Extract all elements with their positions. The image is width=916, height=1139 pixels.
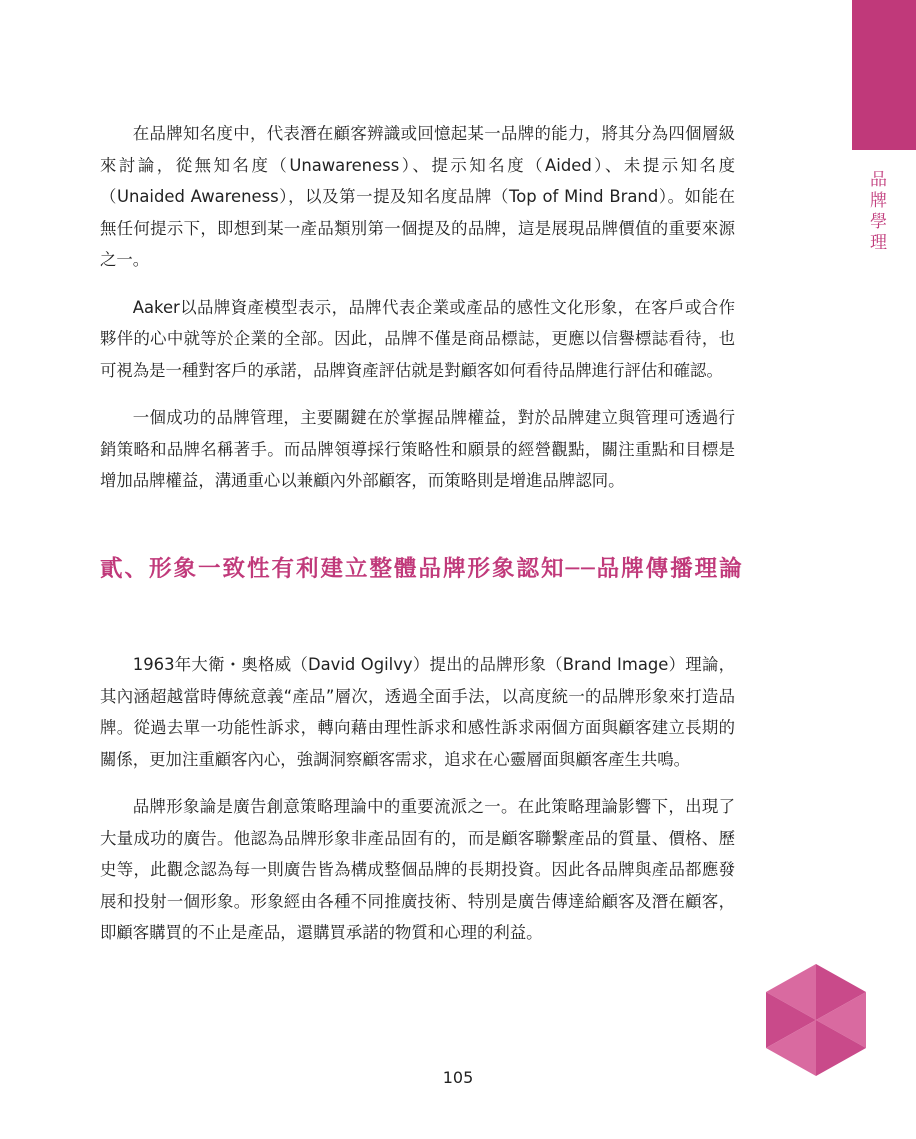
paragraph: Aaker以品牌資產模型表示，品牌代表企業或產品的感性文化形象，在客戶或合作夥伴的心中就等於企業的全部。因此，品牌不僅是商品標誌，更應以信譽標誌看待，也可視為是一種對客戶的承諾，品牌資產評估就是對顧客如何看待品牌進行評估和確認。 bbox=[100, 297, 735, 380]
section-heading: 貳、形象一致性有利建立整體品牌形象認知──品牌傳播理論 bbox=[100, 556, 744, 582]
paragraph: 在品牌知名度中，代表潛在顧客辨識或回憶起某一品牌的能力，將其分為四個層級來討論，從無知名度（Unawareness）、提示知名度（Aided）、未提示知名度（Unaided Awareness），以及第一提及知名度品牌（Top of Mind Brand）。如能在無任何提示下，即想到某一產品類別第一個提及的品牌，這是展現品牌價值的重要來源之一。 bbox=[100, 124, 735, 269]
side-chapter-title: 品牌學理 bbox=[866, 170, 886, 254]
chapter-tab-block bbox=[852, 0, 916, 150]
paragraph: 一個成功的品牌管理，主要關鍵在於掌握品牌權益，對於品牌建立與管理可透過行銷策略和品牌名稱著手。而品牌領導採行策略性和願景的經營觀點，關注重點和目標是增加品牌權益，溝通重心以兼顧內外部顧客，而策略則是增進品牌認同。 bbox=[100, 408, 735, 490]
paragraph: 品牌形象論是廣告創意策略理論中的重要流派之一。在此策略理論影響下，出現了大量成功的廣告。他認為品牌形象非產品固有的，而是顧客聯繫產品的質量、價格、歷史等，此觀念認為每一則廣告皆為構成整個品牌的長期投資。因此各品牌與產品都應發展和投射一個形象。形象經由各種不同推廣技術、特別是廣告傳達給顧客及潛在顧客，即顧客購買的不止是產品，還購買承諾的物質和心理的利益。 bbox=[100, 797, 735, 942]
body-text-section-2 bbox=[100, 649, 735, 949]
paragraph: 1963年大衛・奧格威（David Ogilvy）提出的品牌形象（Brand Image）理論，其內涵超越當時傳統意義“產品”層次，透過全面手法，以高度統一的品牌形象來打造品牌。從過去單一功能性訴求，轉向藉由理性訴求和感性訴求兩個方面與顧客建立長期的關係，更加注重顧客內心，強調洞察顧客需求，追求在心靈層面與顧客產生共鳴。 bbox=[100, 655, 735, 769]
hexagon-decoration-icon bbox=[766, 964, 866, 1076]
body-text-section-1 bbox=[100, 118, 735, 497]
page-number: 105 bbox=[442, 1068, 474, 1087]
